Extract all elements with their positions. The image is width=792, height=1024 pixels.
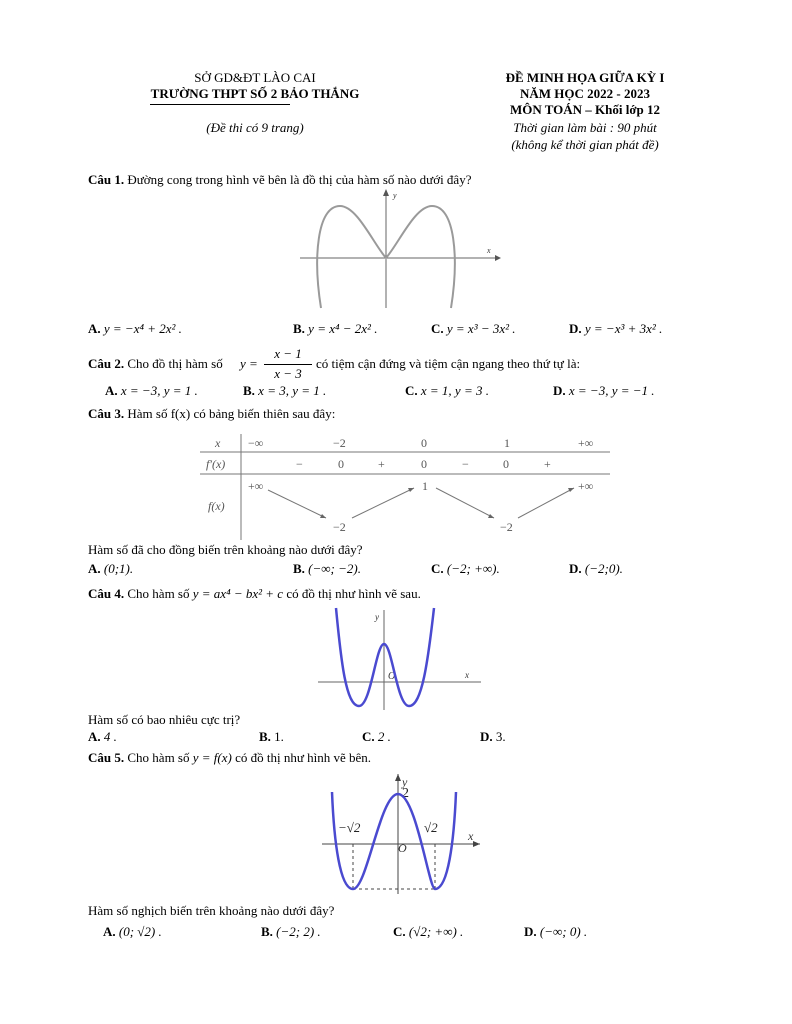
q3-option-c[interactable]: C. (−2; +∞). [431,561,500,576]
q3-text: Hàm số f(x) có bảng biến thiên sau đây: [127,406,336,421]
q4-fn: y = ax⁴ − bx² + c [192,586,284,601]
q3-f-left: +∞ [248,479,264,493]
q4-text-before: Cho hàm số [127,586,190,601]
q3-variation-table [200,434,612,540]
q3-fp-3: 0 [421,457,427,471]
q3-option-a[interactable]: A. (0;1). [88,561,134,576]
q5-x-label: x [468,829,474,843]
q3-fp-5: 0 [503,457,509,471]
header-pages: (Đề thi có 9 trang) [206,120,304,135]
q3-fp-1: 0 [338,457,344,471]
q5-y-label: y [402,775,408,789]
q2-fn-num: x − 1 [274,346,302,361]
q5-option-c[interactable]: C. (√2; +∞) . [393,924,464,939]
q1-graph [295,188,505,313]
q1-x-label: x [487,246,491,255]
q1-option-a[interactable]: A. y = −x⁴ + 2x² . [88,321,182,336]
q5-neg-root-label: −√2 [338,820,361,835]
q2-stem [88,356,223,372]
q3-label: Câu 3. [88,406,125,421]
q5-origin: O [398,841,407,855]
q2-option-a[interactable]: A. x = −3, y = 1 . [105,383,198,398]
q4-stem [88,586,421,602]
q2-fn-den: x − 3 [274,366,302,381]
q4-text-after: có đồ thị như hình vẽ sau. [286,586,421,601]
q4-curve [336,608,434,706]
q3-fp-0: − [296,457,303,471]
q1-text: Đường cong trong hình vẽ bên là đồ thị của hàm số nào dưới đây? [127,172,472,187]
header-time: Thời gian làm bài : 90 phút [513,120,657,135]
q3-x-3: 1 [504,436,510,450]
q3-x-0: −∞ [248,436,264,450]
q2-option-c[interactable]: C. x = 1, y = 3 . [405,383,489,398]
q5-fn: y = f(x) [192,750,232,765]
q3-row-f: f(x) [208,499,225,513]
q3-row-x: x [215,436,221,450]
q3-option-b[interactable]: B. (−∞; −2). [293,561,361,576]
q3-x-2: 0 [421,436,427,450]
q5-stem [88,750,371,766]
q5-option-d[interactable]: D. (−∞; 0) . [524,924,588,939]
q3-fp-2: + [378,457,385,471]
q4-option-c[interactable]: C. 2 . [362,729,391,744]
q3-f-min2: −2 [500,520,513,534]
q5-graph [322,772,482,894]
q4-option-d[interactable]: D. 3. [480,729,506,744]
q2-fraction-bar [264,364,312,365]
q5-option-b[interactable]: B. (−2; 2) . [261,924,321,939]
q3-x-1: −2 [333,436,346,450]
q1-label: Câu 1. [88,172,125,187]
q3-fp-6: + [544,457,551,471]
q5-question: Hàm số nghịch biến trên khoảng nào dưới đây? [88,903,335,918]
q2-option-b[interactable]: B. x = 3, y = 1 . [243,383,327,398]
q5-label: Câu 5. [88,750,125,765]
header-exam-title: ĐỀ MINH HỌA GIỮA KỲ I [505,70,665,85]
q3-row-fp: f′(x) [206,457,226,471]
header-school: TRƯỜNG THPT SỐ 2 BẢO THẮNG [150,86,360,101]
q2-text-before: Cho đồ thị hàm số [127,356,223,371]
q4-y-label: y [375,612,379,622]
q5-pos-root-label: √2 [424,820,438,835]
q2-label: Câu 2. [88,356,125,371]
q4-label: Câu 4. [88,586,125,601]
q5-curve [332,792,456,889]
header-subject: MÔN TOÁN – Khối lớp 12 [509,102,661,117]
q5-text-after: có đồ thị như hình vẽ bên. [235,750,372,765]
q1-option-c[interactable]: C. y = x³ − 3x² . [431,321,516,336]
q3-fp-4: − [462,457,469,471]
q2-text-after: có tiệm cận đứng và tiệm cận ngang theo thứ tự là: [316,356,581,371]
q5-peak-label: 2 [402,786,409,801]
q3-stem [88,406,335,422]
q3-x-4: +∞ [578,436,594,450]
q4-x-label: x [465,670,469,680]
q3-question: Hàm số đã cho đồng biến trên khoảng nào dưới đây? [88,542,363,557]
q3-f-max: 1 [422,479,428,493]
q4-question: Hàm số có bao nhiêu cực trị? [88,712,241,727]
q1-stem [88,172,471,188]
q3-f-right: +∞ [578,479,594,493]
header-underline [150,104,290,105]
q2-option-d[interactable]: D. x = −3, y = −1 . [553,383,655,398]
q2-fn-lhs: y = [240,356,258,371]
q3-f-min1: −2 [333,520,346,534]
header-note: (không kể thời gian phát đề) [511,137,659,152]
header-year: NĂM HỌC 2022 - 2023 [520,86,650,101]
q1-option-d[interactable]: D. y = −x³ + 3x² . [569,321,663,336]
q4-origin: O [388,671,396,682]
header-dept: SỞ GD&ĐT LÀO CAI [194,70,316,85]
q1-option-b[interactable]: B. y = x⁴ − 2x² . [293,321,378,336]
q1-y-label: y [393,191,397,200]
q5-text-before: Cho hàm số [127,750,190,765]
q4-option-b[interactable]: B. 1. [259,729,284,744]
q4-option-a[interactable]: A. 4 . [88,729,117,744]
q3-option-d[interactable]: D. (−2;0). [569,561,623,576]
q5-option-a[interactable]: A. (0; √2) . [103,924,162,939]
q4-graph [318,606,483,710]
